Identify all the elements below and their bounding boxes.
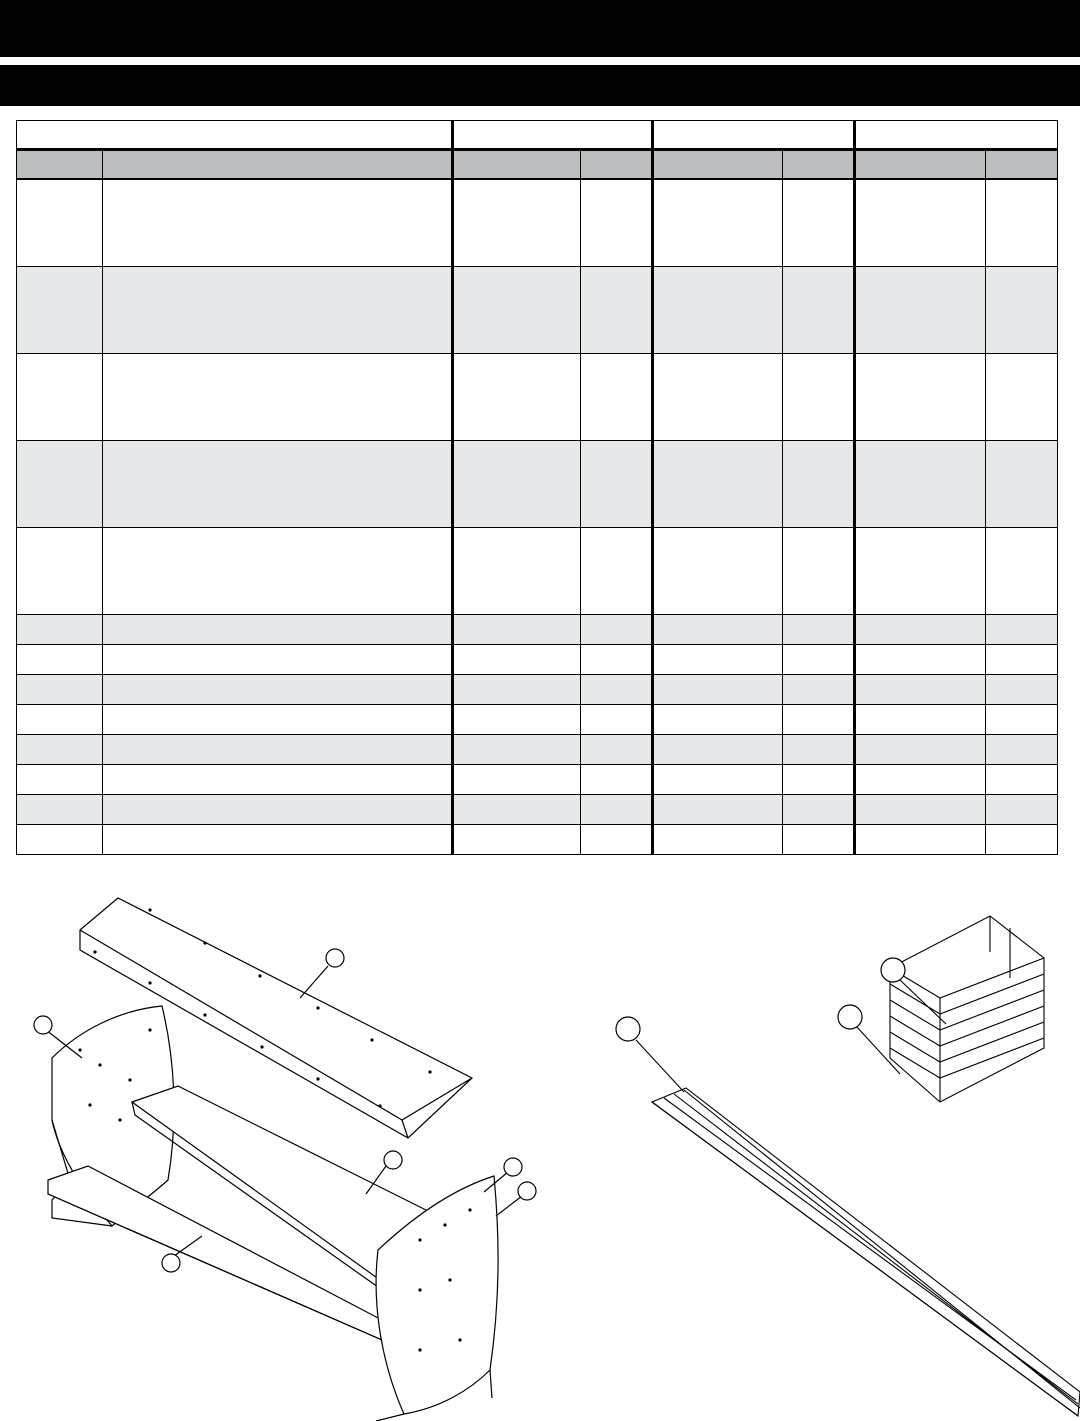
cell-part-number: [453, 267, 581, 354]
cell-qty: [783, 441, 855, 528]
cell-item: [17, 267, 103, 354]
column-header-qty: [783, 150, 855, 180]
cell-description: [103, 765, 453, 795]
cell-part-number: [653, 615, 783, 645]
cell-qty: [581, 735, 653, 765]
cell-part-number: [653, 765, 783, 795]
callout-roof: [326, 949, 344, 967]
cell-qty: [581, 645, 653, 675]
callout-front-seat: [162, 1254, 180, 1272]
cell-part-number: [453, 645, 581, 675]
cell-qty: [581, 179, 653, 267]
cell-part-number: [855, 441, 986, 528]
table-row: [17, 645, 1058, 675]
cell-part-number: [653, 735, 783, 765]
cell-item: [17, 675, 103, 705]
column-header-qty: [986, 150, 1058, 180]
table-row: [17, 765, 1058, 795]
callout-crate-top: [881, 958, 905, 982]
cell-part-number: [855, 615, 986, 645]
cell-part-number: [453, 354, 581, 441]
cell-qty: [581, 354, 653, 441]
table-row: [17, 735, 1058, 765]
cell-part-number: [653, 825, 783, 855]
cell-part-number: [855, 267, 986, 354]
cell-description: [103, 528, 453, 615]
cell-qty: [986, 615, 1058, 645]
callout-back-seat: [384, 1151, 402, 1169]
cell-part-number: [653, 528, 783, 615]
callout-plank: [616, 1017, 640, 1041]
cell-qty: [783, 735, 855, 765]
cell-description: [103, 675, 453, 705]
cell-part-number: [453, 705, 581, 735]
cell-item: [17, 705, 103, 735]
table-column-header-row: [17, 150, 1058, 180]
cell-part-number: [855, 675, 986, 705]
secondary-black-banner: [0, 65, 1080, 106]
cell-part-number: [855, 528, 986, 615]
cell-item: [17, 825, 103, 855]
cell-qty: [581, 705, 653, 735]
cell-description: [103, 267, 453, 354]
right-callouts: [616, 958, 905, 1041]
column-header-qty: [581, 150, 653, 180]
group-header-part: [17, 121, 453, 150]
callout-bracket: [518, 1182, 536, 1200]
cell-qty: [581, 825, 653, 855]
cell-part-number: [453, 179, 581, 267]
cell-qty: [581, 795, 653, 825]
cell-description: [103, 615, 453, 645]
cell-qty: [986, 795, 1058, 825]
cell-qty: [986, 675, 1058, 705]
cell-description: [103, 441, 453, 528]
cell-qty: [581, 441, 653, 528]
cell-qty: [986, 645, 1058, 675]
cell-part-number: [855, 825, 986, 855]
exploded-parts-drawing: [0, 880, 1080, 1421]
cell-qty: [783, 354, 855, 441]
cell-qty: [986, 528, 1058, 615]
cell-item: [17, 795, 103, 825]
callout-end-panel-right: [504, 1158, 522, 1176]
cell-part-number: [855, 645, 986, 675]
group-header-size-3: [855, 121, 1058, 150]
table-row: [17, 825, 1058, 855]
cell-qty: [783, 675, 855, 705]
cell-part-number: [653, 675, 783, 705]
table-group-header-row: [17, 121, 1058, 150]
cell-item: [17, 645, 103, 675]
column-header-item: [17, 150, 103, 180]
table-body: [17, 179, 1058, 855]
table-row: [17, 528, 1058, 615]
table-row: [17, 179, 1058, 267]
cell-part-number: [855, 765, 986, 795]
cell-part-number: [653, 354, 783, 441]
parts-table: [16, 120, 1058, 855]
cell-part-number: [453, 795, 581, 825]
cell-item: [17, 765, 103, 795]
cell-item: [17, 179, 103, 267]
cell-qty: [581, 765, 653, 795]
callout-end-panel-left: [34, 1016, 52, 1034]
cell-qty: [783, 615, 855, 645]
cell-qty: [986, 705, 1058, 735]
cell-part-number: [453, 441, 581, 528]
group-header-size-2: [653, 121, 855, 150]
cell-qty: [986, 267, 1058, 354]
cell-qty: [783, 267, 855, 354]
column-header-part-number: [653, 150, 783, 180]
cell-part-number: [453, 765, 581, 795]
cell-qty: [783, 705, 855, 735]
cell-item: [17, 528, 103, 615]
cell-qty: [986, 179, 1058, 267]
cell-part-number: [653, 645, 783, 675]
table-row: [17, 267, 1058, 354]
cell-part-number: [653, 441, 783, 528]
cell-part-number: [453, 735, 581, 765]
cell-qty: [986, 735, 1058, 765]
cell-description: [103, 354, 453, 441]
cell-part-number: [453, 615, 581, 645]
cell-part-number: [453, 825, 581, 855]
cell-item: [17, 354, 103, 441]
table-row: [17, 354, 1058, 441]
group-header-size-1: [453, 121, 653, 150]
column-header-description: [103, 150, 453, 180]
cell-qty: [783, 528, 855, 615]
cell-description: [103, 645, 453, 675]
cell-qty: [986, 765, 1058, 795]
column-header-part-number: [855, 150, 986, 180]
cell-part-number: [855, 795, 986, 825]
callout-crate-front: [838, 1005, 862, 1029]
cell-part-number: [453, 528, 581, 615]
cell-part-number: [855, 735, 986, 765]
cell-item: [17, 441, 103, 528]
top-black-banner: [0, 0, 1080, 57]
cell-description: [103, 705, 453, 735]
cell-item: [17, 615, 103, 645]
cell-qty: [783, 765, 855, 795]
cell-qty: [581, 267, 653, 354]
table-row: [17, 795, 1058, 825]
cell-qty: [581, 528, 653, 615]
cell-qty: [986, 441, 1058, 528]
bench-assembly-left: [46, 898, 522, 1421]
cell-part-number: [653, 179, 783, 267]
table-row: [17, 441, 1058, 528]
cell-qty: [986, 354, 1058, 441]
cell-qty: [581, 615, 653, 645]
cell-qty: [783, 825, 855, 855]
table-row: [17, 675, 1058, 705]
cell-part-number: [855, 354, 986, 441]
table-row: [17, 615, 1058, 645]
cell-part-number: [653, 267, 783, 354]
cell-item: [17, 735, 103, 765]
cell-description: [103, 795, 453, 825]
cell-part-number: [653, 795, 783, 825]
table-row: [17, 705, 1058, 735]
cell-description: [103, 825, 453, 855]
cell-part-number: [855, 179, 986, 267]
right-parts-assembly: [636, 916, 1080, 1416]
cell-description: [103, 179, 453, 267]
cell-qty: [783, 179, 855, 267]
column-header-part-number: [453, 150, 581, 180]
cell-qty: [783, 645, 855, 675]
cell-qty: [986, 825, 1058, 855]
cell-qty: [581, 675, 653, 705]
cell-part-number: [653, 705, 783, 735]
cell-qty: [783, 795, 855, 825]
cell-description: [103, 735, 453, 765]
cell-part-number: [855, 705, 986, 735]
cell-part-number: [453, 675, 581, 705]
